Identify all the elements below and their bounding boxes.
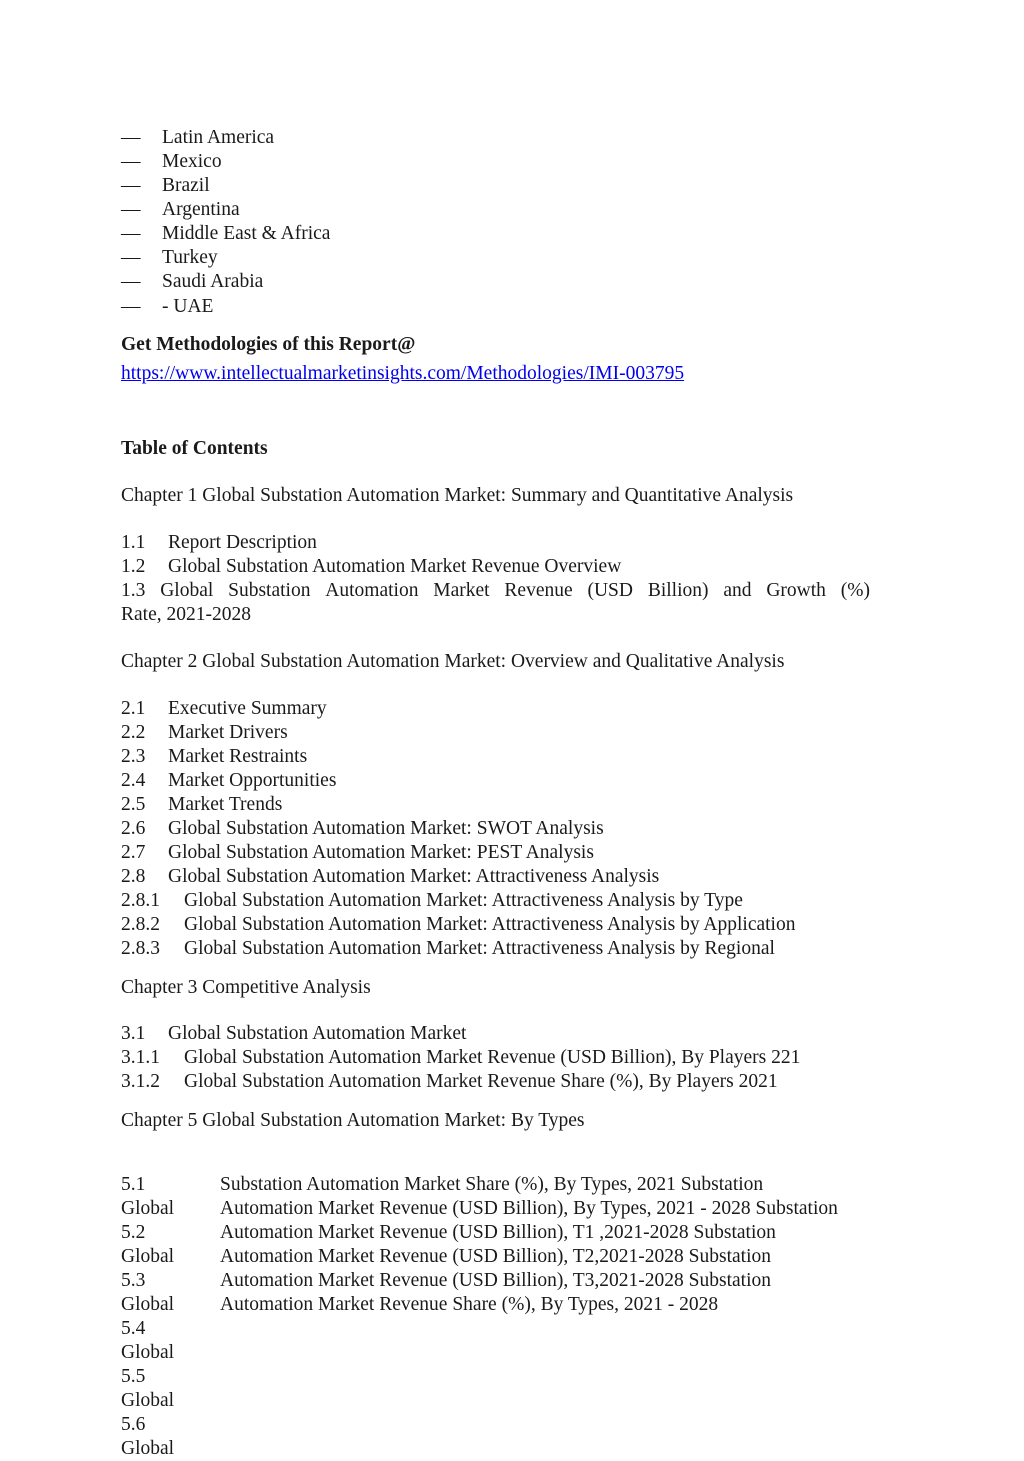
- region-label: Argentina: [162, 199, 240, 220]
- chapter-2-title: Chapter 2 Global Substation Automation Market: Overview and Qualitative Analysis: [121, 651, 785, 672]
- region-label: - UAE: [162, 296, 214, 317]
- methodology-link[interactable]: https://www.intellectualmarketinsights.com/Methodologies/IMI-003795: [121, 363, 685, 384]
- item-text: Market Trends: [168, 794, 283, 815]
- right-column-line: Substation Automation Market Share (%), By Types, 2021 Substation: [220, 1174, 764, 1195]
- item-word: Automation: [325, 580, 419, 601]
- region-label: Brazil: [162, 175, 210, 196]
- bullet-dash: —: [121, 175, 141, 196]
- item-text: Global Substation Automation Market: PEST Analysis: [168, 842, 594, 863]
- left-column-cell: 5.5: [121, 1366, 146, 1387]
- region-label: Saudi Arabia: [162, 271, 264, 292]
- item-text: Global Substation Automation Market Revenue Share (%), By Players 2021: [184, 1071, 778, 1092]
- item-word: Global: [160, 580, 214, 601]
- item-word: Growth: [766, 580, 826, 601]
- item-number: 3.1: [121, 1023, 146, 1044]
- left-column-cell: 5.1: [121, 1174, 146, 1195]
- bullet-dash: —: [121, 127, 141, 148]
- item-word: (USD: [587, 580, 633, 601]
- item-word: and: [723, 580, 752, 601]
- item-word: Market: [433, 580, 490, 601]
- item-number: 2.3: [121, 746, 146, 767]
- chapter-1-title: Chapter 1 Global Substation Automation Market: Summary and Quantitative Analysis: [121, 485, 794, 506]
- bullet-dash: —: [121, 199, 141, 220]
- item-text: Global Substation Automation Market: Attractiveness Analysis by Regional: [184, 938, 775, 959]
- left-column-cell: Global: [121, 1342, 175, 1363]
- item-number: 1.3: [121, 580, 146, 601]
- chapter-3-title: Chapter 3 Competitive Analysis: [121, 977, 371, 998]
- region-label: Turkey: [162, 247, 218, 268]
- left-column-cell: Global: [121, 1246, 175, 1267]
- item-text: Market Opportunities: [168, 770, 337, 791]
- left-column-cell: 5.2: [121, 1222, 146, 1243]
- right-column-line: Automation Market Revenue Share (%), By Types, 2021 - 2028: [220, 1294, 719, 1315]
- item-text: Global Substation Automation Market: Attractiveness Analysis by Application: [184, 914, 796, 935]
- item-number: 2.8.2: [121, 914, 160, 935]
- item-number: 2.5: [121, 794, 146, 815]
- item-number: 2.7: [121, 842, 146, 863]
- item-word: Substation: [228, 580, 311, 601]
- item-text: Global Substation Automation Market: SWOT Analysis: [168, 818, 604, 839]
- item-number: 1.2: [121, 556, 146, 577]
- left-column-cell: 5.4: [121, 1318, 146, 1339]
- item-number: 2.1: [121, 698, 146, 719]
- right-column-line: Automation Market Revenue (USD Billion), T1 ,2021-2028 Substation: [220, 1222, 776, 1243]
- item-number: 2.6: [121, 818, 146, 839]
- item-text: Global Substation Automation Market: Attractiveness Analysis: [168, 866, 660, 887]
- item-text: Global Substation Automation Market: Attractiveness Analysis by Type: [184, 890, 743, 911]
- item-text: Global Substation Automation Market: [168, 1023, 467, 1044]
- toc-item-justified: [121, 579, 870, 603]
- right-column-line: Automation Market Revenue (USD Billion), T3,2021-2028 Substation: [220, 1270, 772, 1291]
- left-column-cell: Global: [121, 1390, 175, 1411]
- item-number: 2.8.1: [121, 890, 160, 911]
- item-number: 3.1.2: [121, 1071, 160, 1092]
- region-label: Mexico: [162, 151, 222, 172]
- left-column-cell: Global: [121, 1198, 175, 1219]
- item-number: 2.2: [121, 722, 146, 743]
- right-column-line: Automation Market Revenue (USD Billion), T2,2021-2028 Substation: [220, 1246, 772, 1267]
- item-number: 1.1: [121, 532, 146, 553]
- item-text: Report Description: [168, 532, 317, 553]
- chapter-5-title: Chapter 5 Global Substation Automation Market: By Types: [121, 1110, 585, 1131]
- item-word: Revenue: [504, 580, 573, 601]
- item-number: 2.4: [121, 770, 146, 791]
- region-label: Latin America: [162, 127, 275, 148]
- item-text: Global Substation Automation Market Revenue (USD Billion), By Players 221: [184, 1047, 801, 1068]
- left-column-cell: 5.3: [121, 1270, 146, 1291]
- item-word: Billion): [647, 580, 709, 601]
- bullet-dash: —: [121, 247, 141, 268]
- item-number: 3.1.1: [121, 1047, 160, 1068]
- bullet-dash: —: [121, 271, 141, 292]
- item-text: Global Substation Automation Market Revenue Overview: [168, 556, 622, 577]
- bullet-dash: —: [121, 296, 141, 317]
- region-label: Middle East & Africa: [162, 223, 331, 244]
- item-text: Market Restraints: [168, 746, 308, 767]
- toc-heading: Table of Contents: [121, 438, 268, 459]
- left-column-cell: Global: [121, 1438, 175, 1459]
- toc-item-continuation: Rate, 2021-2028: [121, 604, 251, 625]
- left-column-cell: 5.6: [121, 1414, 146, 1435]
- item-text: Executive Summary: [168, 698, 327, 719]
- bullet-dash: —: [121, 223, 141, 244]
- item-word: (%): [840, 580, 870, 601]
- right-column-line: Automation Market Revenue (USD Billion), By Types, 2021 - 2028 Substation: [220, 1198, 838, 1219]
- left-column-cell: Global: [121, 1294, 175, 1315]
- bullet-dash: —: [121, 151, 141, 172]
- item-number: 2.8.3: [121, 938, 160, 959]
- item-text: Market Drivers: [168, 722, 288, 743]
- methodology-heading: Get Methodologies of this Report@: [121, 334, 416, 355]
- item-number: 2.8: [121, 866, 146, 887]
